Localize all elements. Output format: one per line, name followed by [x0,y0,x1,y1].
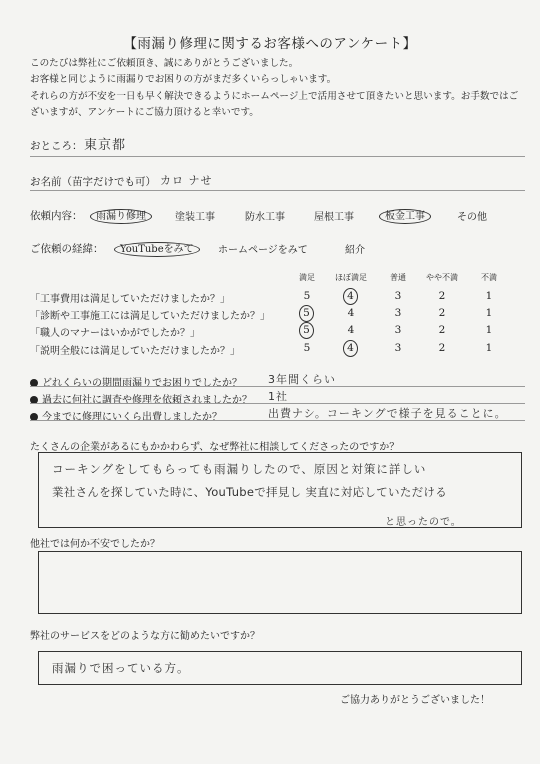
name-underline [30,190,525,191]
rating-option[interactable]: 4 [347,324,355,336]
name-label: お名前（苗字だけでも可） [30,176,156,188]
scale-header: ほぼ満足 [335,273,367,282]
rating-option-selected[interactable]: 5 [299,322,314,339]
why-answer-line: と思ったので。 [385,517,462,528]
rating-option-selected[interactable]: 5 [299,305,314,322]
bullet-answer[interactable]: 1社 [268,390,288,403]
request-option-other[interactable]: その他 [457,212,487,223]
rating-option[interactable]: 3 [394,342,402,354]
thanks-text: ご協力ありがとうございました！ [340,695,490,706]
request-option-rain-leak[interactable] [96,207,152,222]
route-option-referral[interactable]: 紹介 [345,245,365,256]
request-label: 依頼内容： [30,210,83,222]
intro-text [30,56,525,121]
request-option-painting[interactable]: 塗装工事 [175,212,215,223]
rating-option[interactable]: 3 [394,290,402,302]
request-option-sheet-metal[interactable] [385,207,431,222]
rating-option[interactable]: 1 [485,324,493,336]
route-option-label: YouTubeをみて [114,242,200,257]
bullet-underline [30,403,525,404]
route-option-youtube[interactable] [120,240,200,255]
scale-header: 満足 [299,273,315,282]
recommend-answer: 雨漏りで困っている方。 [52,661,190,675]
request-option-roofing[interactable]: 屋根工事 [314,212,354,223]
scale-header: やや不満 [426,273,458,282]
name-value[interactable]: カロ ナせ [160,174,213,187]
rating-option[interactable]: 2 [438,307,446,319]
request-option-waterproofing[interactable]: 防水工事 [245,212,285,223]
why-answer-line: 業社さんを探していた時に、YouTubeで拝見し 実直に対応していただける [52,485,448,499]
bullet-question-text: どれくらいの期間雨漏りでお困りでしたか？ [42,378,242,389]
rating-option[interactable]: 3 [394,324,402,336]
route-option-homepage[interactable]: ホームページをみて [218,245,308,256]
why-question: たくさんの企業があるにもかかわらず、なぜ弊社に相談してくださったのですか？ [30,442,400,453]
rating-option[interactable]: 4 [347,307,355,319]
intro-line: このたびは弊社にご依頼頂き、誠にありがとうございました。 [30,58,299,69]
intro-line: それらの方が不安を一日も早く解決できるようにホームページ上で活用させて頂きたいと思います。お手数ではご [30,90,519,102]
rating-option[interactable]: 5 [303,290,311,302]
bullet-question-text: 過去に何社に調査や修理を依頼されましたか？ [42,395,252,406]
rating-option[interactable]: 5 [303,342,311,354]
rating-question: 「職人のマナーはいかがでしたか？」 [30,328,200,339]
rating-option[interactable]: 1 [485,290,493,302]
rating-option[interactable]: 1 [485,307,493,319]
scale-header: 普通 [390,273,406,282]
rating-option[interactable]: 2 [438,342,446,354]
scale-header: 不満 [481,273,497,282]
rating-option[interactable]: 3 [394,307,402,319]
address-label: おところ： [30,140,83,152]
rating-question: 「説明全般には満足していただけましたか？」 [30,346,240,357]
anxiety-question: 他社では何か不安でしたか？ [30,539,160,550]
survey-title: 【雨漏り修理に関するお客様へのアンケート】 [123,36,417,52]
rating-question: 「工事費用は満足していただけましたか？」 [30,294,230,305]
bullet-underline [30,420,525,421]
rating-question: 「診断や工事施工には満足していただけましたか？」 [30,311,270,322]
bullet-underline [30,386,525,387]
intro-line: ざいますが、アンケートにご協力頂けると幸いです。 [30,106,259,118]
anxiety-answer-box[interactable] [38,551,522,614]
bullet-question-text: 今までに修理にいくら出費しましたか？ [42,412,222,423]
rating-option[interactable]: 2 [438,324,446,336]
why-answer-line: コーキングをしてもらっても雨漏りしたので、原因と対策に詳しい [52,462,427,476]
route-label: ご依頼の経緯： [30,243,104,255]
rating-option[interactable]: 2 [438,290,446,302]
rating-option-selected[interactable]: 4 [343,288,358,305]
address-underline [30,156,525,157]
intro-line: お客様と同じように雨漏りでお困りの方がまだ多くいらっしゃいます。 [30,74,337,86]
bullet-answer[interactable]: 出費ナシ。コーキングで様子を見ることに。 [268,407,507,420]
request-option-label: 板金工事 [379,209,431,224]
recommend-question: 弊社のサービスをどのような方に勧めたいですか？ [30,631,260,642]
rating-option[interactable]: 1 [485,342,493,354]
request-option-label: 雨漏り修理 [90,209,152,224]
bullet-answer[interactable]: 3年間くらい [268,373,336,386]
rating-option-selected[interactable]: 4 [343,340,358,357]
address-value[interactable]: 東京都 [84,138,127,153]
